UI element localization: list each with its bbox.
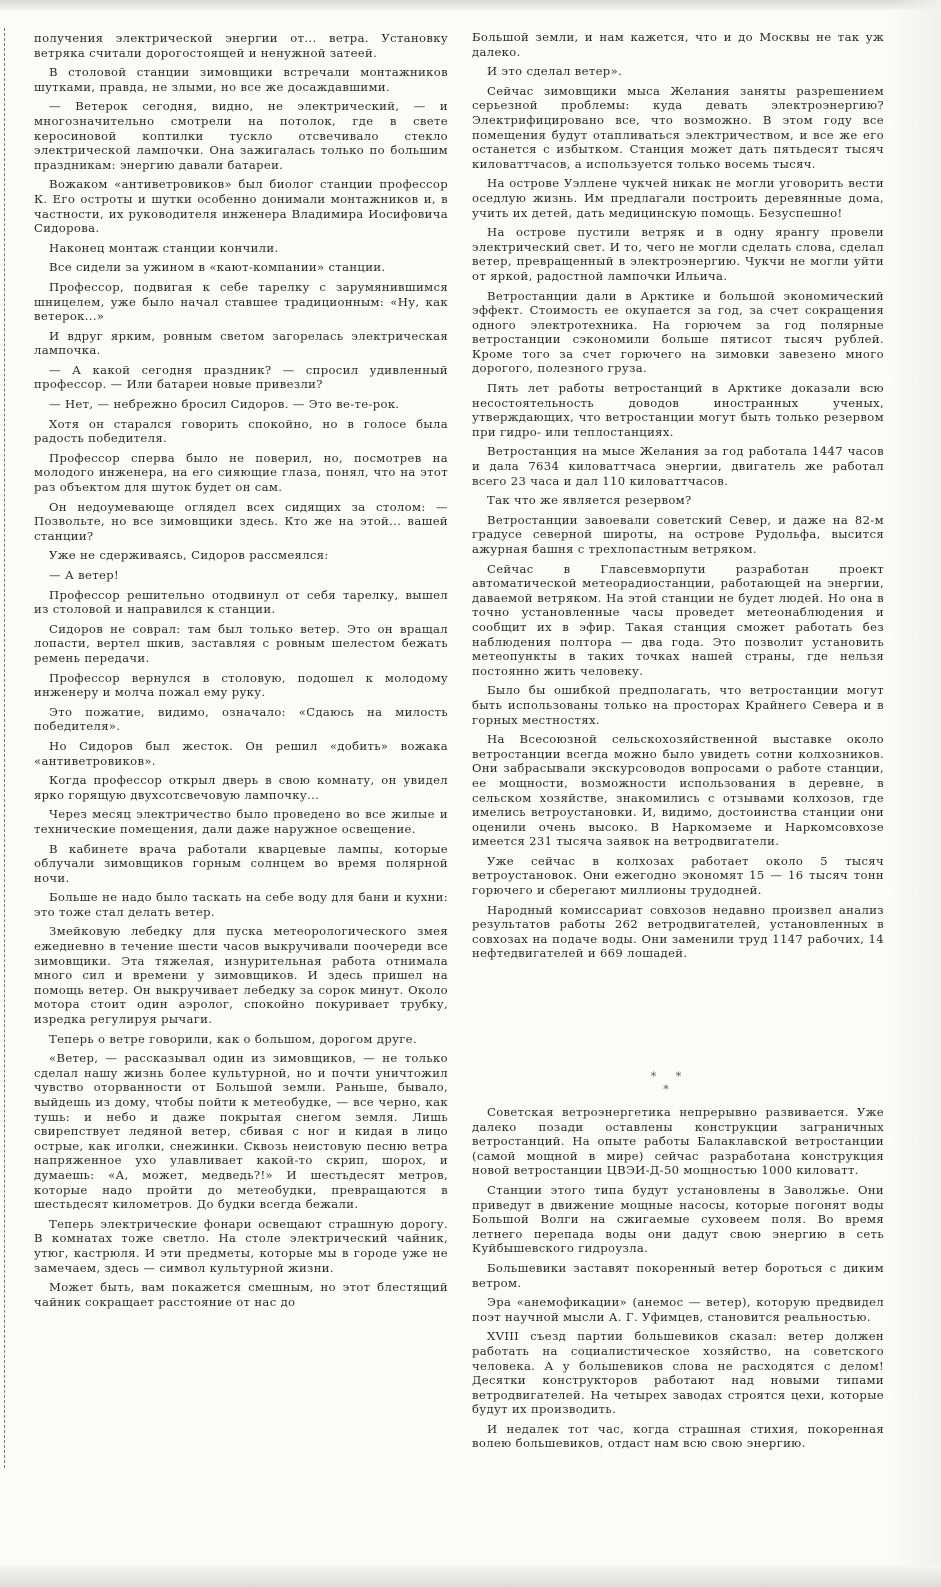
paragraph: — Ветерок сегодня, видно, не электрический, — и многозначительно смотрели на потолок, где в свете керосиновой коптилки тускло отсвечивало стекло электрической лампочки. Она зажигалась только по большим праздникам: энергию давали батареи.	[34, 99, 448, 172]
paragraph: Наконец монтаж станции кончили.	[49, 240, 279, 255]
paragraph: Может быть, вам покажется смешным, но этот блестящий чайник сокращает расстояние от нас до	[34, 1280, 448, 1309]
paragraph: Теперь электрические фонари освещают страшную дорогу. В комнатах тоже светло. На столе электрический чайник, утюг, кастрюля. И эти предметы, которые мы в городе уже не замечаем, здесь — символ культурной жизни.	[34, 1216, 448, 1275]
paragraph: Эра «анемофикации» (анемос — ветер), которую предвидел поэт научной мысли А. Г. Уфимцев, становится реальностью.	[472, 1295, 884, 1324]
paragraph: — А какой сегодня праздник? — спросил удивленный профессор. — Или батареи новые привезли?	[34, 362, 448, 392]
paragraph: Змейковую лебедку для пуска метеорологического змея ежедневно в течение шести часов выкручивали поочереди все зимовщики. Эта тяжелая, изнурительная работа отнимала много сил и времени у зимовщиков. И здесь пришел на помощь ветер. Он выкручивает лебедку за сорок минут. Около мотора стоит один аэролог, спокойно покуривает трубку, изредка регулируя рычаги.	[34, 924, 448, 1027]
paragraph: Он недоумевающе оглядел всех сидящих за столом: — Позвольте, но все зимовщики здесь. Кто же на этой... вашей станции?	[34, 499, 448, 543]
paragraph: — Нет, — небрежно бросил Сидоров. — Это ве-те-рок.	[49, 397, 400, 412]
paragraph: Так что же является резервом?	[487, 493, 692, 508]
left-text-column	[34, 31, 448, 1314]
paragraph: Ветростанции дали в Арктике и большой экономический эффект. Стоимость ее окупается за год, за счет сокращения одного электротехника. На горючем за год полярные ветростанции сэкономили больше пятисот тысяч рублей. Кроме того за счет горючего на зимовки завезено много дорогого, полезного груза.	[472, 288, 884, 376]
section-separator: * * *	[650, 1070, 690, 1096]
paragraph: Сидоров не соврал: там был только ветер. Это он вращал лопасти, вертел шкив, заставляя с ровным шелестом бежать ремень передачи.	[34, 621, 448, 665]
paragraph: Народный комиссариат совхозов недавно произвел анализ результатов работы 262 ветродвигателей, установленных в совхозах на подаче воды. Они заменили труд 1147 рабочих, 14 нефтедвигателей и 669 лошадей.	[472, 902, 884, 961]
paragraph: На острове пустили ветряк и в одну ярангу провели электрический свет. И то, чего не могли сделать слова, сделал ветер, превращенный в электроэнергию. Чукчи не могли уйти от яркой, радостной лампочки Ильича.	[472, 225, 884, 283]
paragraph: В столовой станции зимовщики встречали монтажников шутками, правда, не злыми, но все же досаждавшими.	[34, 65, 448, 94]
paragraph: На Всесоюзной сельскохозяйственной выставке около ветростанции всегда можно было увидеть сотни колхозников. Они забрасывали экскурсоводов вопросами о работе станции, ее мощности, возможности использования в деревне, в сельском хозяйстве, знакомились с отзывами колхозов, где имелись ветроустановки. И, видимо, достоинства станции они оценили очень высоко. В Наркомземе и Наркомсовхозе имеется 231 тысяча заявок на ветродвигатели.	[472, 732, 884, 849]
paragraph: Большой земли, и нам кажется, что и до Москвы не так уж далеко.	[472, 30, 884, 59]
paragraph: Вожаком «антиветровиков» был биолог станции профессор К. Его остроты и шутки особенно донимали монтажников и, в частности, их руководителя инженера Владимира Иосифовича Сидорова.	[34, 177, 448, 236]
paragraph: получения электрической энергии от... ветра. Установку ветряка считали дорогостоящей и ненужной затеей.	[34, 31, 448, 60]
paragraph: Но Сидоров был жесток. Он решил «добить» вожака «антиветровиков».	[34, 738, 448, 768]
paragraph: Хотя он старался говорить спокойно, но в голосе была радость победителя.	[34, 416, 448, 446]
right-text-column-section-2	[472, 1105, 884, 1456]
paragraph: Профессор вернулся в столовую, подошел к молодому инженеру и молча пожал ему руку.	[34, 670, 448, 700]
paragraph: Было бы ошибкой предполагать, что ветростанции могут быть использованы только на просторах Крайнего Севера и в горных местностях.	[472, 683, 884, 727]
paragraph: И недалек тот час, когда страшная стихия, покоренная волею большевиков, отдаст нам всю свою энергию.	[472, 1421, 884, 1451]
paragraph: Уже не сдерживаясь, Сидоров рассмеялся:	[49, 548, 329, 563]
paragraph: В кабинете врача работали кварцевые лампы, которые облучали зимовщиков горным солнцем во время полярной ночи.	[34, 841, 448, 885]
paragraph: Сейчас в Главсевморпути разработан проект автоматической метеорадиостанции, работающей на энергии, даваемой ветряком. На этой станции не будет людей. Но она в точно установленные часы проведет метеонаблюдения и сообщит их в эфир. Такая станция сможет работать без наблюдения полтора — два года. Это позволит установить метеопункты в таких точках нашей страны, где нельзя постоянно жить человеку.	[472, 561, 884, 678]
paragraph: Когда профессор открыл дверь в свою комнату, он увидел ярко горящую двухсотсвечовую лампочку...	[34, 773, 448, 802]
scan-top-edge	[0, 0, 941, 10]
paragraph: И это сделал ветер».	[487, 64, 623, 79]
scan-right-edge	[891, 0, 941, 1587]
scan-bottom-edge	[0, 1565, 941, 1587]
paragraph: Пять лет работы ветростанций в Арктике доказали всю несостоятельность доводов иностранных ученых, утверждающих, что ветростанции могут быть только резервом при гидро- или теплостанциях.	[472, 381, 884, 439]
paragraph: XVIII съезд партии большевиков сказал: ветер должен работать на социалистическое хозяйство, на советского человека. А у большевиков слова не расходятся с делом! Десятки конструкторов работают над новыми типами ветродвигателей. На четырех заводах строятся цехи, которые будут их производить.	[472, 1329, 884, 1417]
paragraph: И вдруг ярким, ровным светом загорелась электрическая лампочка.	[34, 328, 448, 358]
right-text-column	[472, 30, 884, 966]
paragraph: — А ветер!	[49, 568, 119, 582]
page-binding-edge	[4, 28, 11, 1468]
paragraph: Ветростанция на мысе Желания за год работала 1447 часов и дала 7634 киловаттчаса энергии, двигатель же работал всего 23 часа и дал 110 киловаттчасов.	[472, 444, 884, 488]
paragraph: Профессор решительно отодвинул от себя тарелку, вышел из столовой и направился к станции.	[34, 587, 448, 617]
paragraph: На острове Уэллене чукчей никак не могли уговорить вести оседлую жизнь. Им предлагали построить деревянные дома, учить их детей, дать медицинскую помощь. Безуспешно!	[472, 176, 884, 220]
paragraph: Сейчас зимовщики мыса Желания заняты разрешением серьезной проблемы: куда девать электроэнергию? Электрифицировано все, что возможно. В этом году все помещения будут отапливаться электричеством, и все же его останется с избытком. Станция может дать пятьдесят тысяч киловаттчасов, а используется только восемь тысяч.	[472, 83, 884, 171]
paragraph: Больше не надо было таскать на себе воду для бани и кухни: это тоже стал делать ветер.	[34, 890, 448, 919]
paragraph: Теперь о ветре говорили, как о большом, дорогом друге.	[49, 1031, 417, 1046]
paragraph: Это пожатие, видимо, означало: «Сдаюсь на милость победителя».	[34, 704, 448, 734]
paragraph: Советская ветроэнергетика непрерывно развивается. Уже далеко позади оставлены конструкции заграничных ветростанций. На опыте работы Балаклавской ветростанции (самой мощной в мире) сейчас разработана конструкция новой ветростанции ЦВЭИ-Д-50 мощностью 1000 киловатт.	[472, 1105, 884, 1178]
paragraph: Ветростанции завоевали советский Север, и даже на 82-м градусе северной широты, на острове Рудольфа, высится ажурная башня с трехлопастным ветряком.	[472, 512, 884, 556]
paragraph: Через месяц электричество было проведено во все жилые и технические помещения, дали даже наружное освещение.	[34, 807, 448, 836]
paragraph: «Ветер, — рассказывал один из зимовщиков, — не только сделал нашу жизнь более культурной, но и почти уничтожил чувство оторванности от Большой земли. Раньше, бывало, выйдешь из дому, чтобы пойти к метеобудке, — все черно, как тушь: и небо и даже покрытая снегом земля. Лишь свирепствует ледяной ветер, сбивая с ног и кидая в лицо острые, как иголки, снежинки. Сквозь неистовую песню ветра напряженное ухо улавливает какой-то скрип, шорох, и думаешь: «А, может, медведь?!» И шестьдесят метров, которые надо пройти до метеобудки, превращаются в шестьдесят километров. До будки всегда бежали.	[34, 1051, 448, 1212]
paragraph: Профессор сперва было не поверил, но, посмотрев на молодого инженера, на его сияющие глаза, понял, что на этот раз объектом для шуток будет он сам.	[34, 450, 448, 495]
paragraph: Большевики заставят покоренный ветер бороться с диким ветром.	[472, 1260, 884, 1290]
paragraph: Уже сейчас в колхозах работает около 5 тысяч ветроустановок. Они ежегодно экономят 15 — 16 тысяч тонн горючего и сберегают миллионы трудодней.	[472, 853, 884, 898]
paragraph: Все сидели за ужином в «кают-компании» станции.	[49, 260, 386, 275]
paragraph: Профессор, подвигая к себе тарелку с зарумянившимся шницелем, уже было начал ставшее традиционным: «Ну, как ветерок...»	[34, 279, 448, 324]
paragraph: Станции этого типа будут установлены в Заволжье. Они приведут в движение мощные насосы, которые погонят воды Большой Волги на сжигаемые суховеем поля. Во время летнего перепада воды они дадут свою энергию в сеть Куйбышевского гидроузла.	[472, 1182, 884, 1256]
